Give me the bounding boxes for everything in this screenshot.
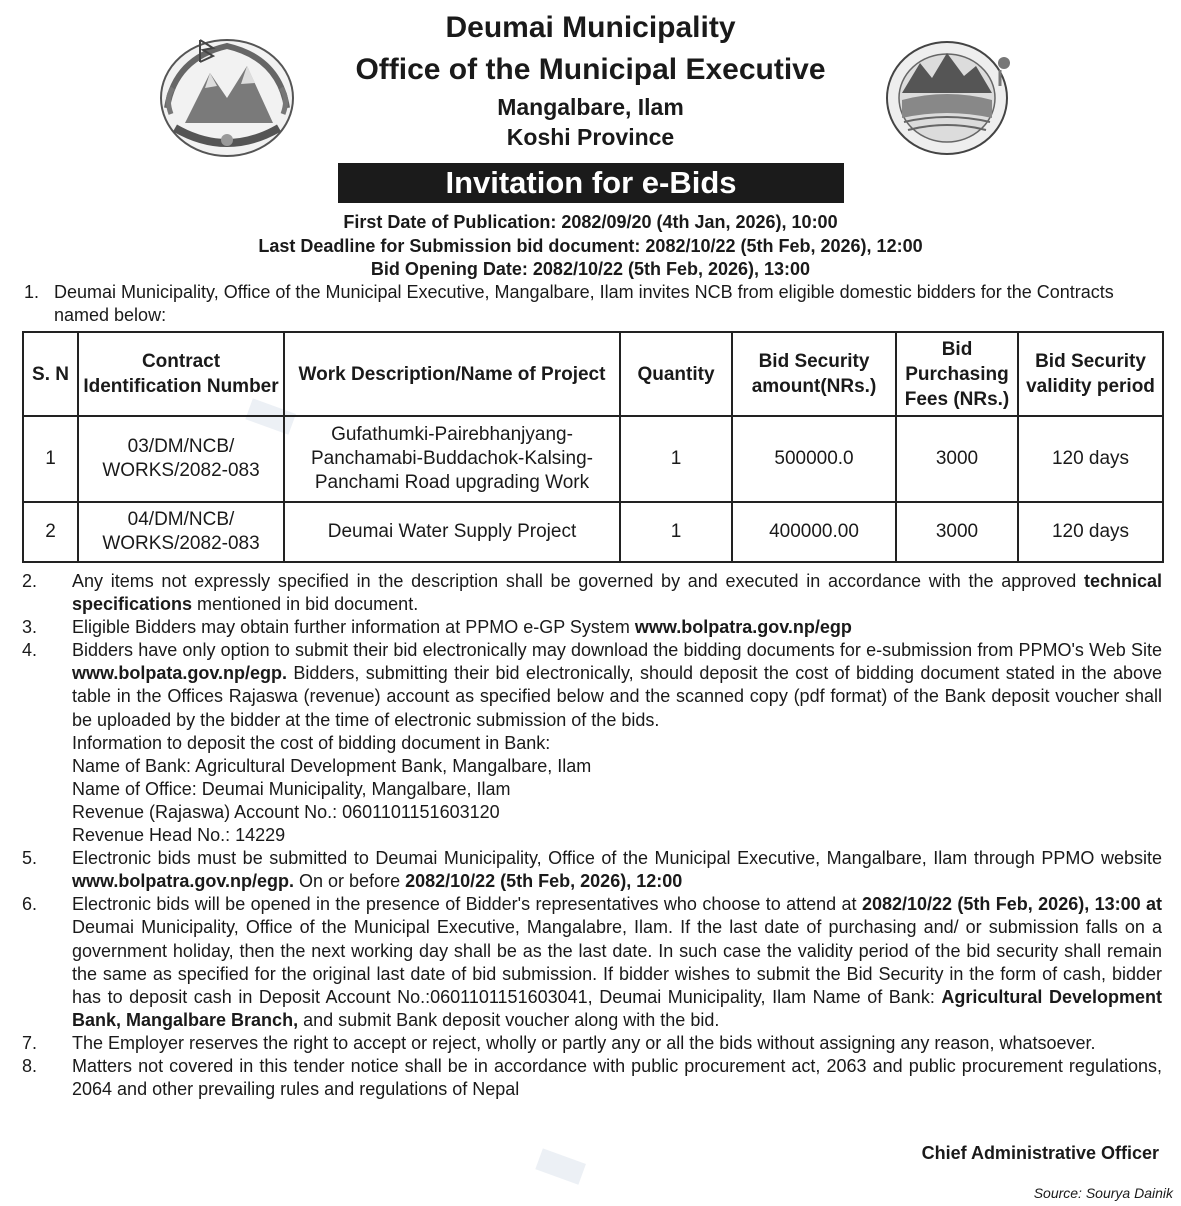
clause-text: On or before	[294, 871, 406, 892]
cell-bid-security: 400000.00	[732, 502, 896, 562]
bank-name: Name of Bank: Agricultural Development Bank, Mangalbare, Ilam	[72, 755, 592, 776]
cell-description: Gufathumki-Pairebhanjyang-Panchamabi-Buddachok-Kalsing-Panchami Road upgrading Work	[284, 416, 620, 502]
cell-contract-id: 04/DM/NCB/ WORKS/2082-083	[78, 502, 284, 562]
notice-title: Invitation for e-Bids	[338, 163, 844, 203]
clause-text: The Employer reserves the right to accept or reject, wholly or partly any or all the bids without assigning any reason, whatsoever.	[72, 1032, 1096, 1053]
egp-link[interactable]: www.bolpata.gov.np/egp.	[72, 663, 287, 684]
clause-2	[22, 570, 1162, 616]
cell-sn: 2	[23, 502, 78, 562]
clause-number: 6.	[22, 894, 38, 915]
publication-date: First Date of Publication: 2082/09/20 (4th Jan, 2026), 10:00	[343, 212, 838, 232]
notice-header	[0, 8, 1181, 152]
table-row	[23, 502, 1163, 562]
clause-text: Electronic bids must be submitted to Deumai Municipality, Office of the Municipal Executive, Mangalbare, Ilam through PPMO website	[72, 848, 1162, 869]
clause-text: mentioned in bid document.	[192, 594, 419, 615]
org-name: Deumai Municipality	[445, 11, 736, 44]
clause-7	[22, 1032, 1162, 1055]
opening-date: Bid Opening Date: 2082/10/22 (5th Feb, 2026), 13:00	[370, 259, 811, 279]
watermark-mark: ▮	[228, 387, 304, 442]
col-header: Work Description/Name of Project	[284, 332, 620, 416]
location: Mangalbare, Ilam	[497, 94, 684, 120]
clause-number: 7.	[22, 1032, 38, 1053]
clause-bold: Agricultural Development Bank, Mangalbare Branch,	[72, 986, 1162, 1030]
clause-bold: technical specifications	[72, 571, 1162, 615]
clause-text: Deumai Municipality, Office of the Municipal Executive, Mangalabre, Ilam. If the last date of purchasing and/ or submission falls on a government holiday, then the next working day shall be as the last date. In such case the validity period of the bid security shall remain the same as specified for the original last date of bid submission. If bidder wishes to submit the Bid Security in the form of cash, bidder has to deposit cash in Deposit Account No.:0601101151603041, Deumai Municipality, Ilam Name of Bank:	[72, 917, 1162, 1007]
clause-text: Electronic bids will be opened in the presence of Bidder's representatives who choose to attend at	[72, 894, 862, 915]
cell-description: Deumai Water Supply Project	[284, 502, 620, 562]
intro-clause	[24, 281, 1164, 327]
source-credit: Source: Sourya Dainik	[1033, 1185, 1173, 1201]
clause-number: 3.	[22, 617, 38, 638]
cell-contract-id: 03/DM/NCB/ WORKS/2082-083	[78, 416, 284, 502]
clause-number: 1.	[24, 282, 40, 302]
clause-number: 8.	[22, 1055, 38, 1076]
revenue-head: Revenue Head No.: 14229	[72, 825, 286, 846]
province: Koshi Province	[506, 124, 675, 150]
office-name: Office of the Municipal Executive	[355, 53, 826, 86]
clause-text: Any items not expressly specified in the description shall be governed by and executed in accordance with the approved	[72, 571, 1084, 591]
office-name-line: Name of Office: Deumai Municipality, Mangalbare, Ilam	[72, 778, 511, 799]
col-header: S. N	[23, 332, 78, 416]
clause-3	[22, 616, 1162, 639]
clause-text: Eligible Bidders may obtain further information at PPMO e-GP System	[72, 617, 635, 638]
clause-number: 4.	[22, 640, 38, 661]
clause-bold: 2082/10/22 (5th Feb, 2026), 12:00	[405, 871, 683, 892]
clause-6	[22, 893, 1162, 1032]
clauses	[22, 570, 1162, 1101]
col-header: Bid Security amount(NRs.)	[732, 332, 896, 416]
egp-link[interactable]: www.bolpatra.gov.np/egp	[634, 617, 852, 638]
clause-8	[22, 1055, 1162, 1101]
table-row	[23, 416, 1163, 502]
col-header: Contract Identification Number	[78, 332, 284, 416]
table-header-row	[23, 332, 1163, 416]
clause-bold: 2082/10/22 (5th Feb, 2026), 13:00 at	[861, 894, 1163, 915]
clause-text: Bidders have only option to submit their bid electronically may download the bidding documents for e-submission from PPMO's Web Site	[72, 640, 1162, 661]
clause-4	[22, 639, 1162, 847]
clause-5	[22, 847, 1162, 893]
clause-text: and submit Bank deposit voucher along with the bid.	[298, 1009, 720, 1030]
egp-link[interactable]: www.bolpatra.gov.np/egp.	[72, 871, 295, 892]
cell-validity: 120 days	[1018, 502, 1163, 562]
clause-number: 2.	[22, 571, 38, 591]
submission-deadline: Last Deadline for Submission bid document: 2082/10/22 (5th Feb, 2026), 12:00	[258, 235, 923, 256]
cell-fees: 3000	[896, 416, 1018, 502]
bank-info-heading: Information to deposit the cost of bidding document in Bank:	[72, 732, 551, 753]
cell-quantity: 1	[620, 502, 732, 562]
clause-text: Bidders, submitting their bid electronically, should deposit the cost of bidding document stated in the above table in the Offices Rajaswa (revenue) account as specified below and the scanned copy (pdf format) of the Bank deposit voucher shall be uploaded by the bidder at the time of electronic submission of the bids.	[72, 663, 1162, 730]
signature: Chief Administrative Officer	[921, 1143, 1159, 1163]
clause-text: Deumai Municipality, Office of the Municipal Executive, Mangalbare, Ilam invites NCB from eligible domestic bidders for the Contracts named below:	[54, 282, 1114, 325]
col-header: Bid Purchasing Fees (NRs.)	[896, 332, 1018, 416]
cell-fees: 3000	[896, 502, 1018, 562]
revenue-account: Revenue (Rajaswa) Account No.: 0601101151603120	[72, 801, 500, 822]
clause-text: Matters not covered in this tender notice shall be in accordance with public procurement act, 2063 and public procurement regulations, 2064 and other prevailing rules and regulations of Nepal	[72, 1055, 1162, 1100]
cell-quantity: 1	[620, 416, 732, 502]
cell-bid-security: 500000.0	[732, 416, 896, 502]
watermark-mark: ▮	[518, 1137, 594, 1192]
clause-number: 5.	[22, 848, 38, 869]
col-header: Quantity	[620, 332, 732, 416]
cell-sn: 1	[23, 416, 78, 502]
col-header: Bid Security validity period	[1018, 332, 1163, 416]
key-dates	[0, 211, 1181, 282]
contracts-table	[22, 331, 1164, 563]
cell-validity: 120 days	[1018, 416, 1163, 502]
